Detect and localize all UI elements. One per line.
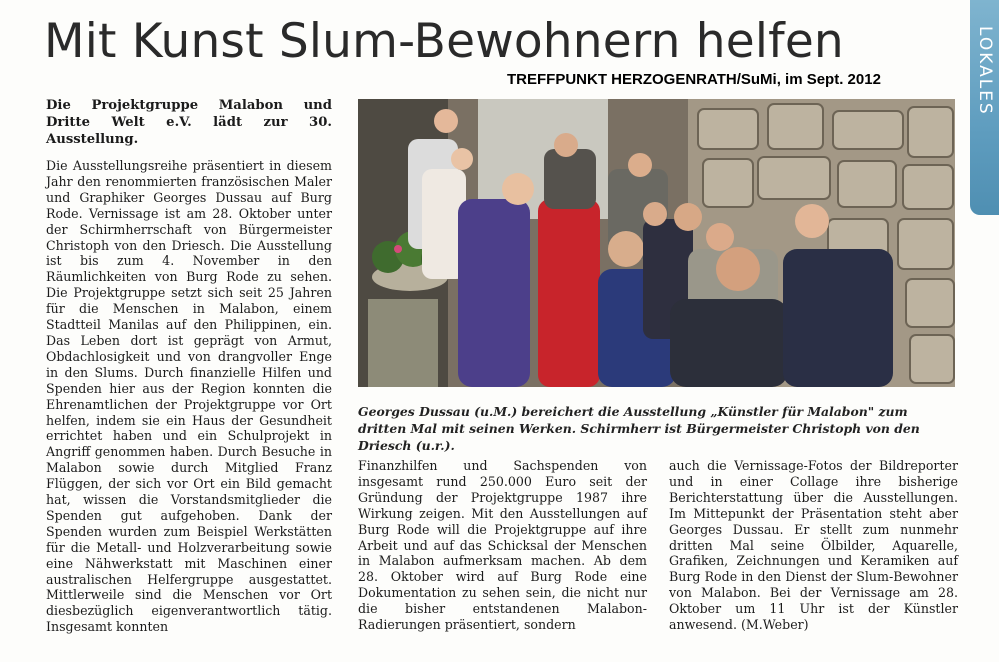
article-column-1	[46, 97, 332, 635]
article-column-3	[669, 458, 958, 633]
headline: Mit Kunst Slum-Bewohnern helfen	[44, 14, 844, 69]
body-text-column-1: Die Ausstellungsreihe präsentiert in diesem Jahr den renommierten französischen Maler und Graphiker Georges Dussau auf Burg Rode. Vernissage ist am 28. Oktober unter der Schirmherrschaft von Bürgermeister Christoph von den Driesch. Die Ausstellung ist bis zum 4. November in den Räumlichkeiten von Burg Rode zu sehen. Die Projektgruppe setzt sich seit 25 Jahren für die Menschen in Malabon, einem Stadtteil Manilas auf den Philippinen, ein. Das Leben dort ist geprägt von Armut, Obdachlosigkeit und von drangvoller Enge in den Slums. Durch finanzielle Hilfen und Spenden hier aus der Region konnten die Ehrenamtlichen der Projektgruppe vor Ort helfen, indem sie ein Haus der Gesundheit errichtet haben und ein Schulprojekt in Angriff genommen haben. Durch Besuche in Malabon sowie durch Mitglied Franz Flüggen, der sich vor Ort ein Bild gemacht hat, wissen die Vorstandsmitglieder die Spenden gut aufgehoben. Dank der Spenden wurden zum Beispiel Werkstätten für die Metall- und Holzverarbeitung sowie eine Nähwerkstatt mit Maschinen einer australischen Helfergruppe ausgestattet. Mittlerweile sind die Menschen vor Ort diesbezüglich eigenverantwortlich tätig. Insgesamt konnten	[46, 158, 332, 635]
article-column-2	[358, 458, 647, 633]
lead-paragraph: Die Projektgruppe Malabon und Dritte Welt e.V. lädt zur 30. Ausstellung.	[46, 98, 332, 147]
photo-caption: Georges Dussau (u.M.) bereichert die Ausstellung „Künstler für Malabon" zum dritten Mal mit seinen Werken. Schirmherr ist Bürgermeister Christoph von den Driesch (u.r.).	[358, 404, 920, 453]
body-text-column-3: auch die Vernissage-Fotos der Bildreporter und in einer Collage ihre bisherige Berichterstattung über die Ausstellungen. Im Mittepunkt der Präsentation steht aber Georges Dussau. Er stellt zum nunmehr dritten Mal seine Ölbilder, Aquarelle, Grafiken, Zeichnungen und Keramiken auf Burg Rode in den Dienst der Slum-Bewohner von Malabon. Bei der Vernissage am 28. Oktober um 11 Uhr ist der Künstler anwesend. (M.Weber)	[669, 458, 958, 633]
section-tab-label: LOKALES	[974, 26, 995, 116]
source-credit: TREFFPUNKT HERZOGENRATH/SuMi, im Sept. 2012	[507, 71, 881, 88]
section-tab	[970, 0, 999, 215]
body-text-column-2: Finanzhilfen und Sachspenden von insgesamt rund 250.000 Euro seit der Gründung der Projektgruppe 1987 ihre Wirkung zeigen. Mit den Ausstellungen auf Burg Rode will die Projektgruppe auf ihre Arbeit und auf das Schicksal der Menschen in Malabon aufmerksam machen. Ab dem 28. Oktober wird auf Burg Rode eine Dokumentation zu sehen sein, die nicht nur die bisher entstandenen Malabon-Radierungen präsentiert, sondern	[358, 458, 647, 633]
group-photo-illustration	[358, 99, 955, 387]
group-photo	[358, 99, 955, 387]
